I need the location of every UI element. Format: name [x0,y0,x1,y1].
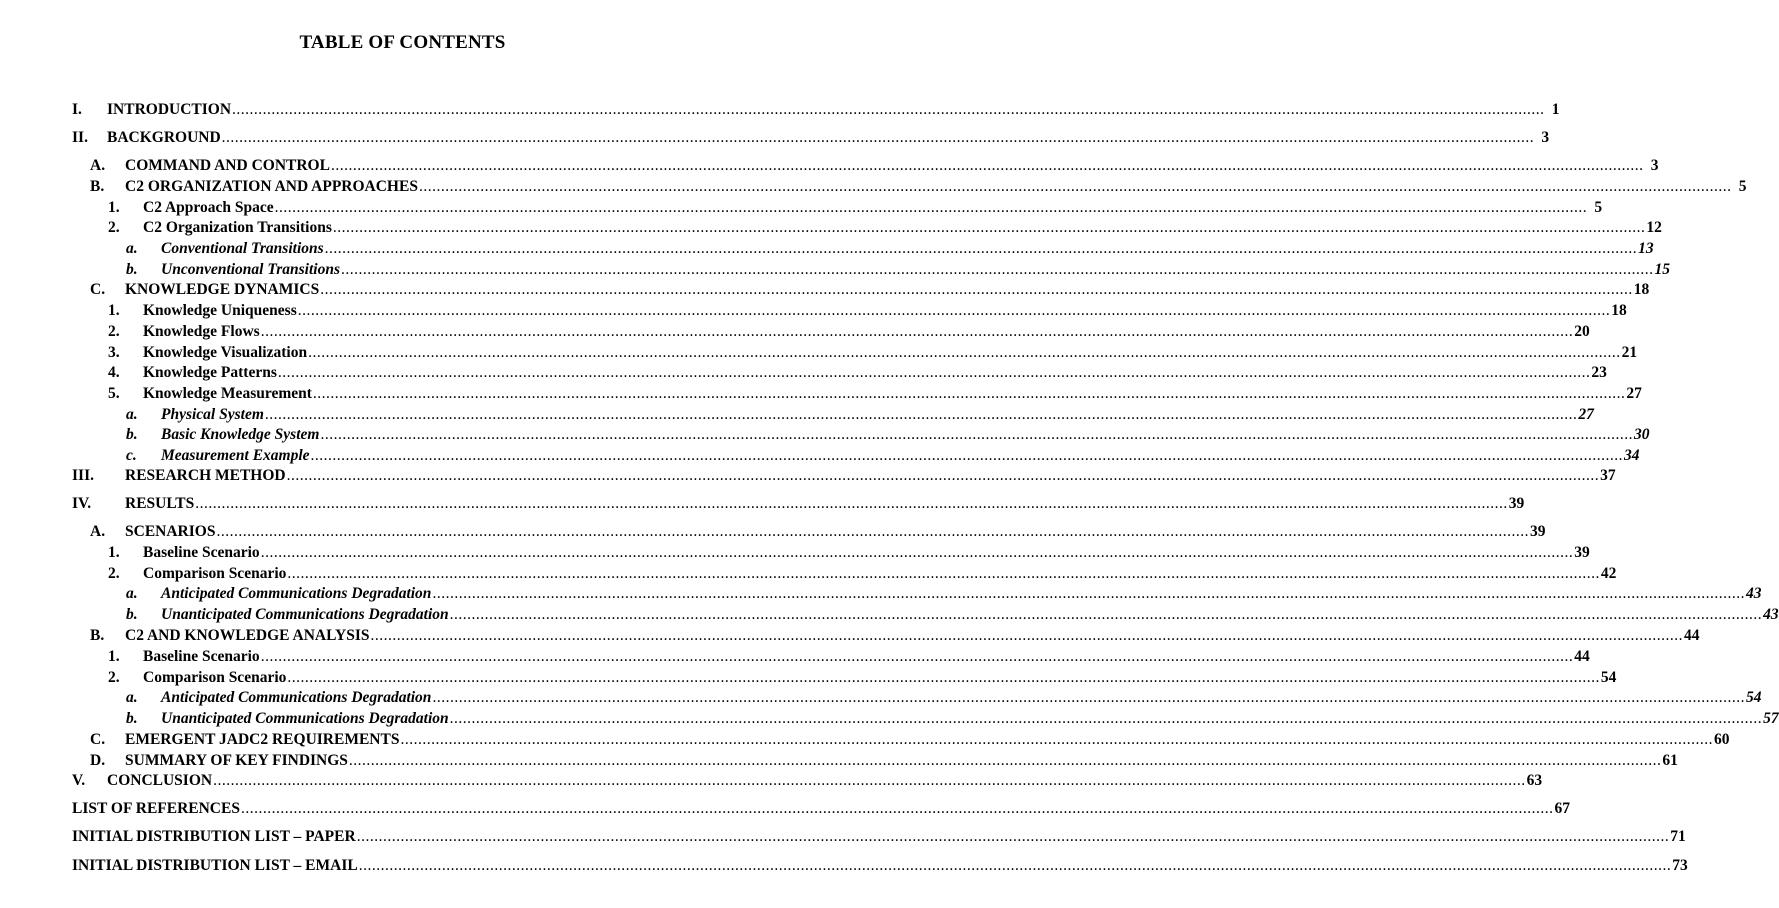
toc-entry-number: a. [126,689,138,706]
toc-entry[interactable] [0,584,1762,604]
toc-entry[interactable] [0,425,1650,445]
toc-entry-page-number: 5 [1594,199,1603,216]
toc-entry-page-number: 30 [1633,426,1650,443]
toc-entry-page-number: 43 [1763,606,1779,623]
toc-entry-number: a. [126,406,138,423]
toc-entry-label: EMERGENT JADC2 REQUIREMENTS [125,731,400,748]
toc-entry-page-number: 1 [1551,101,1560,118]
toc-entry-label: Physical System [161,406,264,423]
dot-leader: ............................................................................................................................................................................................................................................................................................................ [358,857,1672,874]
toc-entry-page-number: 23 [1591,364,1607,381]
toc-entry[interactable] [0,218,1662,238]
toc-entry[interactable] [0,363,1607,383]
dot-leader: ............................................................................................................................................................................................................................................................................................................ [348,752,1662,769]
toc-entry[interactable] [0,384,1642,404]
dot-leader: ............................................................................................................................................................................................................................................................................................................ [449,606,1763,623]
toc-entry-label: Knowledge Patterns [143,364,277,381]
toc-entry-label: Knowledge Flows [143,323,260,340]
dot-leader: ............................................................................................................................................................................................................................................................................................................ [240,800,1554,817]
toc-entry-label: INITIAL DISTRIBUTION LIST – EMAIL [72,857,358,874]
toc-entry-label: COMMAND AND CONTROL [125,157,330,174]
toc-entry-page-number: 57 [1763,710,1779,727]
toc-entry-page-number: 5 [1738,178,1747,195]
toc-entry[interactable] [0,564,1617,584]
toc-entry-label: Knowledge Measurement [143,385,312,402]
toc-entry[interactable] [0,605,1779,625]
toc-entry-number: B. [90,627,105,644]
toc-entry-label: Baseline Scenario [143,648,260,665]
toc-entry-label: C2 ORGANIZATION AND APPROACHES [125,178,418,195]
toc-entry[interactable] [0,177,1747,197]
toc-entry-number: 3. [108,344,120,361]
toc-entry-number: B. [90,178,105,195]
dot-leader: ............................................................................................................................................................................................................................................................................................................ [310,447,1624,464]
dot-leader: ............................................................................................................................................................................................................................................................................................................ [287,565,1600,582]
toc-entry[interactable] [0,446,1640,466]
toc-entry-page-number: 39 [1574,544,1590,561]
toc-entry[interactable] [0,405,1594,425]
toc-entry-label: Unanticipated Communications Degradation [161,606,449,623]
toc-entry-label: BACKGROUND [107,129,221,146]
dot-leader: ............................................................................................................................................................................................................................................................................................................ [264,406,1578,423]
dot-leader: ............................................................................................................................................................................................................................................................................................................ [195,495,1508,512]
page-title: TABLE OF CONTENTS [299,32,506,53]
dot-leader: ............................................................................................................................................................................................................................................................................................................ [260,648,1574,665]
toc-entry-number: b. [126,606,138,623]
toc-entry-number: 1. [108,648,120,665]
toc-entry-label: INTRODUCTION [107,101,232,118]
toc-entry-label: Anticipated Communications Degradation [161,689,432,706]
toc-entry-label: SUMMARY OF KEY FINDINGS [125,752,348,769]
toc-entry[interactable] [0,239,1654,259]
toc-entry[interactable] [0,198,1603,218]
dot-leader: ............................................................................................................................................................................................................................................................................................................ [260,544,1574,561]
toc-entry[interactable] [0,799,1570,819]
toc-entry-label: Conventional Transitions [161,240,324,257]
toc-entry-number: 1. [108,199,120,216]
toc-entry-page-number: 54 [1600,669,1617,686]
dot-leader: ............................................................................................................................................................................................................................................................................................................ [341,261,1654,278]
toc-entry-label: C2 Approach Space [143,199,274,216]
dot-leader: ............................................................................................................................................................................................................................................................................................................ [324,240,1638,257]
toc-entry-number: a. [126,240,138,257]
toc-entry[interactable] [0,322,1590,342]
toc-entry-page-number: 44 [1574,648,1590,665]
toc-entry-label: Comparison Scenario [143,565,287,582]
toc-entry-page-number: 54 [1745,689,1762,706]
toc-entry[interactable] [0,466,1616,486]
toc-entry-number: 2. [108,323,120,340]
toc-entry-page-number: 3 [1650,157,1659,174]
toc-entry-label: Basic Knowledge System [161,426,320,443]
toc-entry-label: Baseline Scenario [143,544,260,561]
toc-entry-number: 1. [108,544,120,561]
dot-leader: ............................................................................................................................................................................................................................................................................................................ [232,101,1545,118]
toc-entry-page-number: 18 [1633,281,1650,298]
dot-leader: ............................................................................................................................................................................................................................................................................................................ [432,689,1745,706]
toc-entry[interactable] [0,522,1546,542]
dot-leader: ............................................................................................................................................................................................................................................................................................................ [332,219,1646,236]
toc-entry-page-number: 37 [1600,467,1616,484]
dot-leader: ............................................................................................................................................................................................................................................................................................................ [320,281,1633,298]
toc-entry[interactable] [0,688,1762,708]
toc-entry-number: a. [126,585,138,602]
dot-leader: ............................................................................................................................................................................................................................................................................................................ [221,129,1535,146]
toc-entry[interactable] [0,156,1659,176]
toc-entry-label: Measurement Example [161,447,310,464]
toc-entry[interactable] [0,856,1688,876]
toc-entry[interactable] [0,128,1550,148]
toc-entry[interactable] [0,260,1671,280]
dot-leader: ............................................................................................................................................................................................................................................................................................................ [312,385,1626,402]
dot-leader: ............................................................................................................................................................................................................................................................................................................ [308,344,1621,361]
dot-leader: ............................................................................................................................................................................................................................................................................................................ [418,178,1732,195]
toc-entry[interactable] [0,771,1543,791]
toc-entry[interactable] [0,647,1590,667]
toc-entry-label: KNOWLEDGE DYNAMICS [125,281,320,298]
toc-entry[interactable] [0,343,1638,363]
toc-entry-page-number: 13 [1638,240,1654,257]
toc-entry-label: Unanticipated Communications Degradation [161,710,449,727]
toc-entry-number: D. [90,752,106,769]
toc-entry-page-number: 34 [1624,447,1640,464]
toc-entry-page-number: 63 [1526,772,1543,789]
toc-entry[interactable] [0,668,1617,688]
toc-entry-number: 4. [108,364,120,381]
toc-entry-number: 2. [108,669,120,686]
dot-leader: ............................................................................................................................................................................................................................................................................................................ [370,627,1683,644]
toc-entry[interactable] [0,626,1700,646]
toc-entry[interactable] [0,827,1686,847]
toc-entry-page-number: 67 [1554,800,1570,817]
toc-entry-number: A. [90,157,106,174]
toc-entry[interactable] [0,494,1525,514]
toc-entry-page-number: 39 [1529,523,1546,540]
toc-entry-label: LIST OF REFERENCES [72,800,240,817]
toc-entry-number: C. [90,281,106,298]
toc-entry-page-number: 73 [1672,857,1688,874]
toc-entry[interactable] [0,709,1779,729]
dot-leader: ............................................................................................................................................................................................................................................................................................................ [213,772,1526,789]
dot-leader: ............................................................................................................................................................................................................................................................................................................ [277,364,1591,381]
toc-entry[interactable] [0,280,1650,300]
dot-leader: ............................................................................................................................................................................................................................................................................................................ [216,523,1529,540]
toc-entry[interactable] [0,100,1560,120]
toc-entry-label: SCENARIOS [125,523,216,540]
toc-entry-number: II. [72,129,88,146]
toc-entry-number: 2. [108,565,120,582]
dot-leader: ............................................................................................................................................................................................................................................................................................................ [287,669,1600,686]
toc-entry-number: b. [126,426,138,443]
dot-leader: ............................................................................................................................................................................................................................................................................................................ [286,467,1600,484]
toc-entry-page-number: 61 [1662,752,1678,769]
toc-entry[interactable] [0,543,1590,563]
dot-leader: ............................................................................................................................................................................................................................................................................................................ [274,199,1588,216]
toc-entry-page-number: 71 [1670,828,1686,845]
toc-entry-page-number: 21 [1621,344,1638,361]
toc-entry-label: INITIAL DISTRIBUTION LIST – PAPER [72,828,356,845]
toc-entry-number: 1. [108,302,120,319]
toc-entry-label: Knowledge Uniqueness [143,302,297,319]
toc-entry-page-number: 44 [1683,627,1700,644]
toc-entry-page-number: 43 [1745,585,1762,602]
dot-leader: ............................................................................................................................................................................................................................................................................................................ [400,731,1713,748]
toc-entry-label: Unconventional Transitions [161,261,341,278]
toc-entry-number: A. [90,523,106,540]
toc-entry-number: C. [90,731,106,748]
toc-entry[interactable] [0,751,1678,771]
dot-leader: ............................................................................................................................................................................................................................................................................................................ [260,323,1574,340]
toc-entry-number: 5. [108,385,120,402]
toc-entry-label: Comparison Scenario [143,669,287,686]
toc-entry-page-number: 27 [1626,385,1642,402]
toc-entry-page-number: 18 [1611,302,1627,319]
toc-entry-page-number: 15 [1654,261,1671,278]
toc-entry[interactable] [0,730,1730,750]
toc-entry-page-number: 3 [1541,129,1550,146]
dot-leader: ............................................................................................................................................................................................................................................................................................................ [320,426,1633,443]
toc-entry-page-number: 12 [1646,219,1662,236]
toc-entry-number: b. [126,261,138,278]
toc-entry-number: IV. [72,495,92,512]
toc-entry-page-number: 42 [1600,565,1617,582]
toc-entry-label: C2 AND KNOWLEDGE ANALYSIS [125,627,370,644]
dot-leader: ............................................................................................................................................................................................................................................................................................................ [330,157,1644,174]
toc-entry-page-number: 20 [1574,323,1590,340]
toc-entry-number: b. [126,710,138,727]
dot-leader: ............................................................................................................................................................................................................................................................................................................ [356,828,1670,845]
dot-leader: ............................................................................................................................................................................................................................................................................................................ [432,585,1745,602]
toc-entry-label: CONCLUSION [107,772,213,789]
dot-leader: ............................................................................................................................................................................................................................................................................................................ [449,710,1763,727]
toc-entry-number: I. [72,101,82,118]
toc-entry-number: V. [72,772,86,789]
toc-entry-page-number: 39 [1508,495,1525,512]
toc-entry-label: RESULTS [125,495,195,512]
toc-entry-page-number: 27 [1578,406,1594,423]
toc-entry-label: RESEARCH METHOD [125,467,286,484]
toc-entry-number: III. [72,467,94,484]
dot-leader: ............................................................................................................................................................................................................................................................................................................ [297,302,1611,319]
toc-entry-label: Knowledge Visualization [143,344,308,361]
toc-entry-label: C2 Organization Transitions [143,219,332,236]
toc-entry-number: 2. [108,219,120,236]
toc-entry[interactable] [0,301,1627,321]
toc-entry-label: Anticipated Communications Degradation [161,585,432,602]
toc-entry-number: c. [126,447,137,464]
toc-entry-page-number: 60 [1713,731,1730,748]
